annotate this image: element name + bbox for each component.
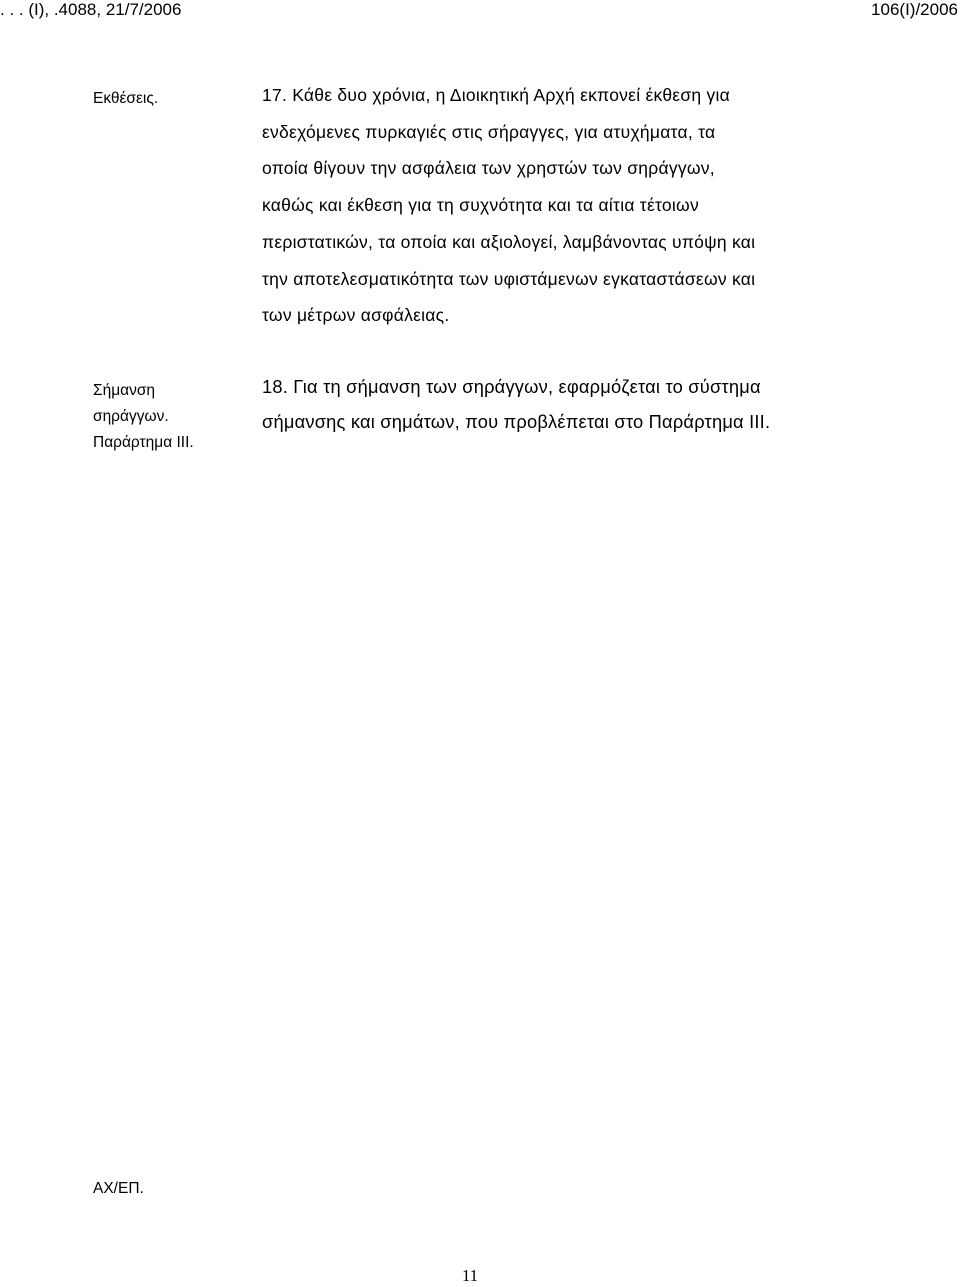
- margin-note-line: σηράγγων.: [93, 408, 169, 425]
- margin-note: [93, 378, 194, 456]
- margin-note-line: Παράρτημα ΙΙΙ.: [93, 434, 194, 451]
- footer-reference-code: ΑΧ/ΕΠ.: [93, 1180, 144, 1197]
- paragraph-line: οποία θίγουν την ασφάλεια των χρηστών των σηράγγων,: [262, 158, 715, 179]
- paragraph-line: ενδεχόμενες πυρκαγιές στις σήραγγες, για ατυχήματα, τα: [262, 121, 716, 142]
- paragraph-17: [262, 77, 755, 334]
- margin-note-line: Εκθέσεις.: [93, 90, 159, 107]
- paragraph-line: περιστατικών, τα οποία και αξιολογεί, λαμβάνοντας υπόψη και: [262, 231, 756, 252]
- paragraph-line: σήμανσης και σημάτων, που προβλέπεται στο Παράρτημα ΙΙΙ.: [262, 411, 771, 432]
- paragraph-line: 18. Για τη σήμανση των σηράγγων, εφαρμόζεται το σύστημα: [262, 376, 761, 397]
- page-number: 11: [461, 1266, 479, 1285]
- paragraph-18: [262, 369, 770, 439]
- paragraph-line: την αποτελεσματικότητα των υφιστάμενων εγκαταστάσεων και: [262, 268, 756, 289]
- paragraph-line: καθώς και έκθεση για τη συχνότητα και τα αίτια τέτοιων: [262, 195, 699, 216]
- margin-note-line: Σήμανση: [93, 382, 156, 399]
- margin-note: [93, 86, 158, 112]
- header-gazette-reference: . . . (Ι), .4088, 21/7/2006: [0, 0, 182, 19]
- header-law-number: 106(Ι)/2006: [871, 0, 958, 19]
- paragraph-line: 17. Κάθε δυο χρόνια, η Διοικητική Αρχή εκπονεί έκθεση για: [262, 85, 731, 105]
- paragraph-line: των μέτρων ασφάλειας.: [262, 305, 450, 326]
